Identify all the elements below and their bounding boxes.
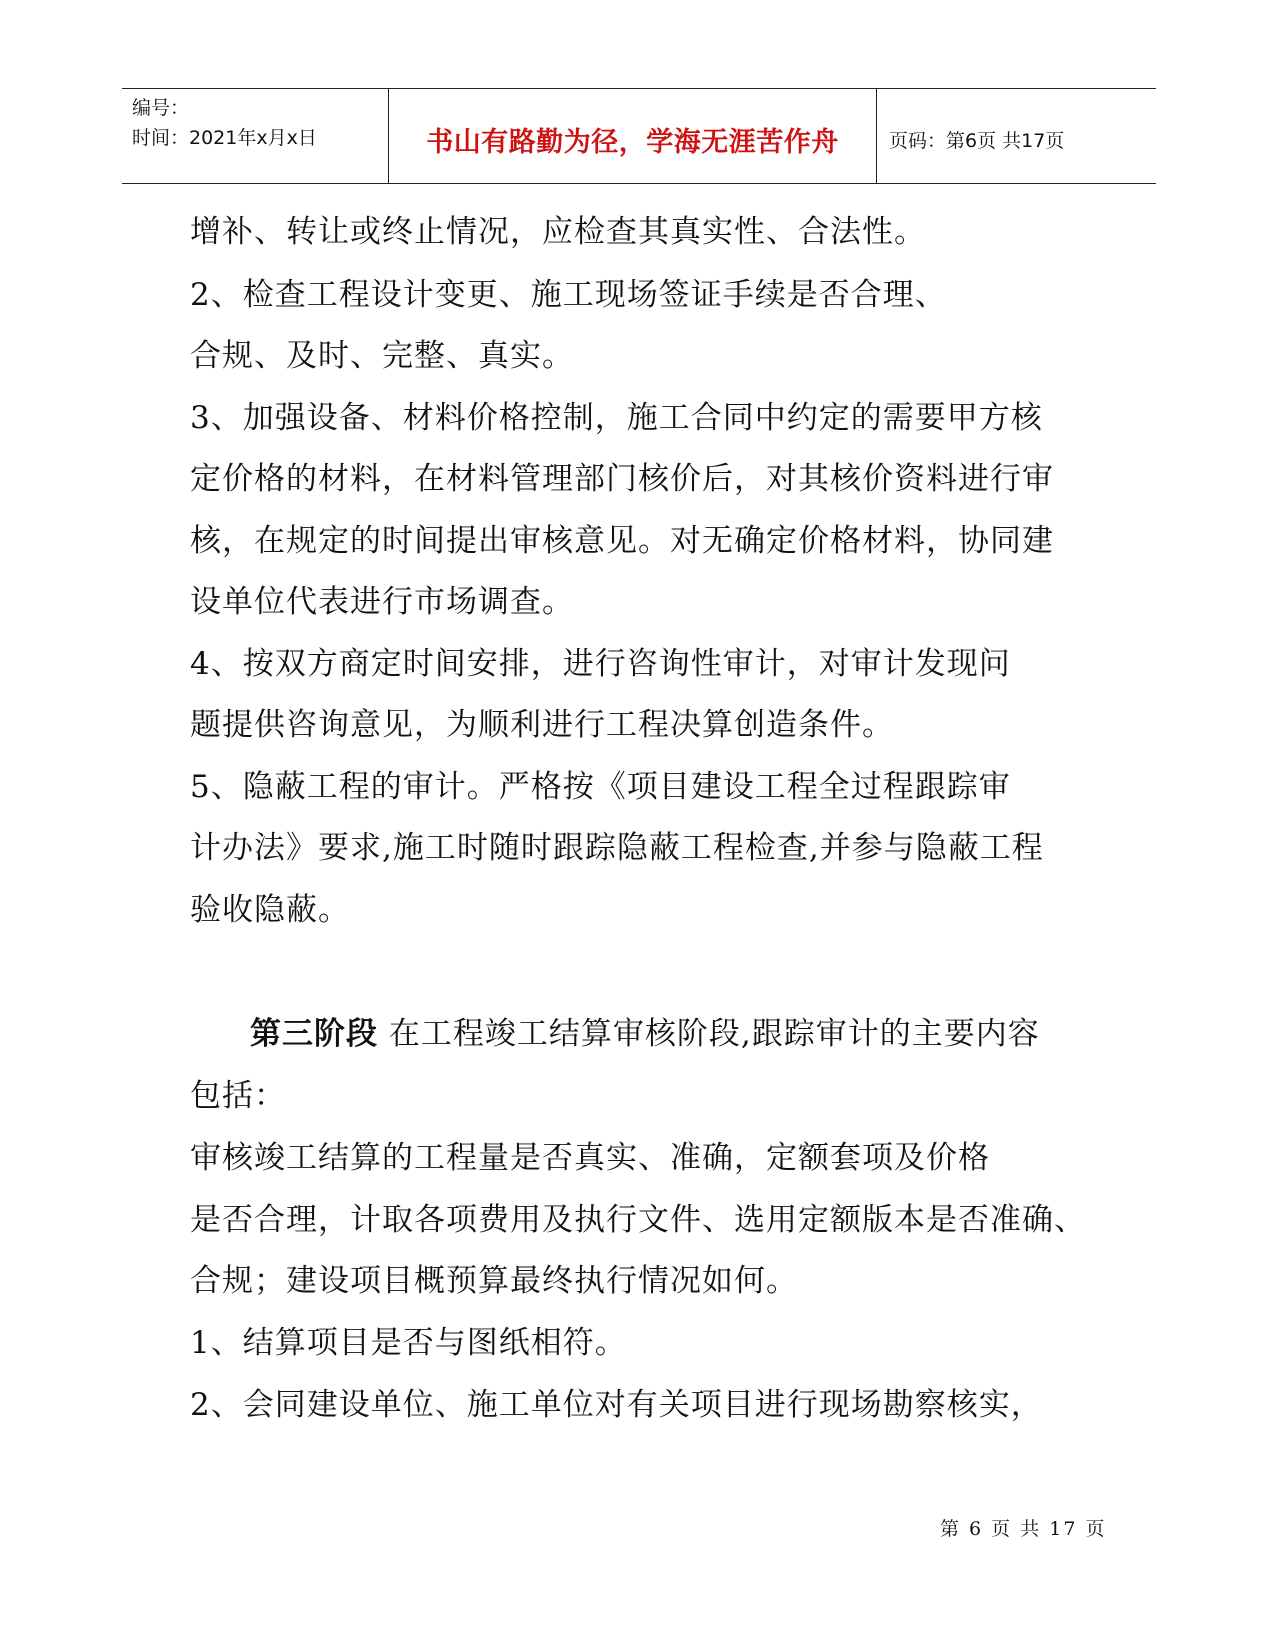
page-header <box>122 88 1156 184</box>
body-line-7: 设单位代表进行市场调查。 <box>190 584 574 620</box>
header-page-code: 页码：第6页 共17页 <box>889 129 1065 152</box>
document-number: 编号： <box>132 97 190 119</box>
body-line-5: 定价格的材料，在材料管理部门核价后，对其核价资料进行审 <box>190 461 1054 497</box>
body-line-2: 2、检查工程设计变更、施工现场签证手续是否合理、 <box>190 277 947 313</box>
stage-label: 第三阶段 <box>250 1016 378 1052</box>
body-line-6: 核，在规定的时间提出审核意见。对无确定价格材料，协同建 <box>190 523 1054 559</box>
document-time: 时间：2021年x月x日 <box>132 127 317 149</box>
body-line-3: 合规、及时、完整、真实。 <box>190 338 574 374</box>
page-footer: 第 6 页 共 17 页 <box>940 1518 1107 1540</box>
stage-heading-line <box>250 1002 1170 1066</box>
body-line-1: 增补、转让或终止情况，应检查其真实性、合法性。 <box>190 214 926 250</box>
body-line-16: 1、结算项目是否与图纸相符。 <box>190 1325 627 1361</box>
stage-continuation: 包括： <box>190 1078 286 1114</box>
stage-text: 在工程竣工结算审核阶段,跟踪审计的主要内容 <box>378 1016 1040 1052</box>
body-line-11: 计办法》要求,施工时随时跟踪隐蔽工程检查,并参与隐蔽工程 <box>190 830 1044 866</box>
header-meta <box>122 89 389 183</box>
body-line-15: 合规；建设项目概预算最终执行情况如何。 <box>190 1263 798 1299</box>
body-line-17: 2、会同建设单位、施工单位对有关项目进行现场勘察核实， <box>190 1387 1043 1423</box>
body-line-12: 验收隐蔽。 <box>190 892 350 928</box>
body-line-8: 4、按双方商定时间安排，进行咨询性审计，对审计发现问 <box>190 646 1011 682</box>
body-line-9: 题提供咨询意见，为顺利进行工程决算创造条件。 <box>190 707 894 743</box>
header-motto: 书山有路勤为径，学海无涯苦作舟 <box>426 126 839 158</box>
body-line-4: 3、加强设备、材料价格控制，施工合同中约定的需要甲方核 <box>190 400 1043 436</box>
header-page-cell <box>877 89 1156 183</box>
header-motto-cell <box>389 89 877 183</box>
body-line-10: 5、隐蔽工程的审计。严格按《项目建设工程全过程跟踪审 <box>190 769 1011 805</box>
body-line-13: 审核竣工结算的工程量是否真实、准确，定额套项及价格 <box>190 1140 990 1176</box>
body-line-14: 是否合理，计取各项费用及执行文件、选用定额版本是否准确、 <box>190 1202 1086 1238</box>
